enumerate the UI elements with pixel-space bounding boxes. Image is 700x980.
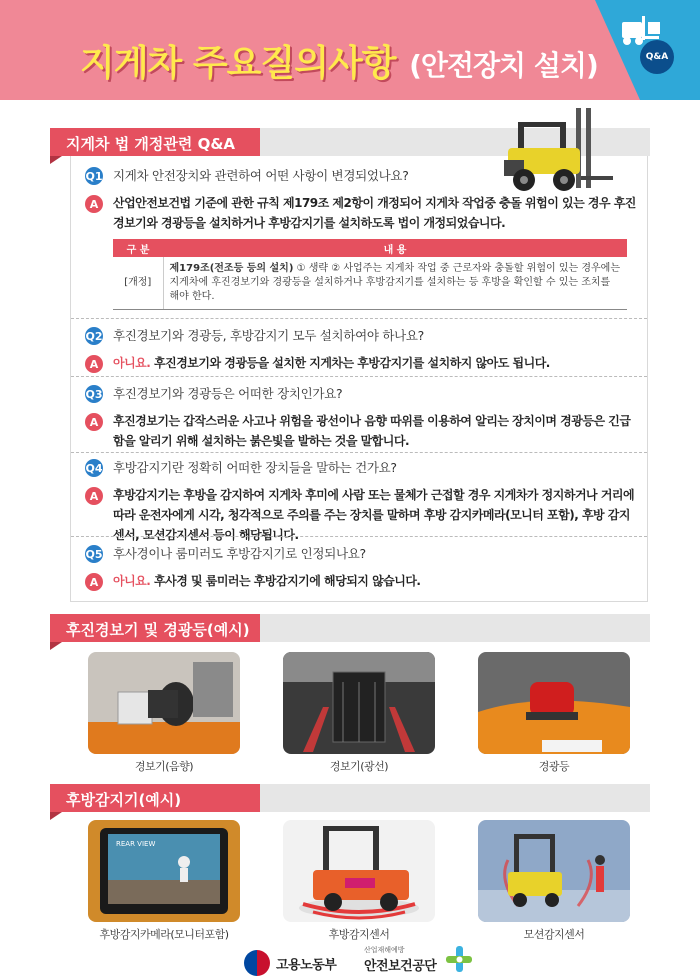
taegeuk-emblem-icon (244, 950, 270, 976)
agency-name: 안전보건공단 (364, 958, 437, 974)
question-text-4: 후방감지기란 정확히 어떠한 장치들을 말하는 건가요? (113, 460, 397, 475)
answer-badge-2: A (85, 355, 103, 373)
question-badge-2: Q2 (85, 327, 103, 345)
section-fold (50, 642, 62, 650)
question-text-3: 후진경보기와 경광등은 어떠한 장치인가요? (113, 386, 343, 401)
qa-item-3 (85, 384, 637, 451)
qa-badge: Q&A (640, 40, 674, 74)
photo-sound-alarm (88, 652, 240, 754)
divider (71, 536, 647, 537)
qa-item-2 (85, 326, 637, 373)
photo-rear-camera (88, 820, 240, 922)
photo-caption: 경보기(음향) (134, 760, 194, 773)
photo-rear-sensor (283, 820, 435, 922)
answer-text-2 (113, 353, 550, 373)
ministry-logo (244, 950, 336, 976)
qa-item-1 (85, 166, 637, 310)
question-text-5: 후사경이나 룸미러도 후방감지기로 인정되나요? (113, 546, 366, 561)
law-article-body: ① 생략 ② 사업주는 지게차 작업 중 근로자와 충돌할 위험이 있는 경우에는 지게차에 후진경보기와 경광등을 설치하거나 후방감지기를 설치하는 등 후방을 확인할 수 있는 조치를 해야 한다. (169, 263, 620, 302)
photo-motion-sensor (478, 820, 630, 922)
question-badge-5: Q5 (85, 545, 103, 563)
section-rear-header (50, 784, 650, 812)
question-row (85, 326, 637, 345)
footer (0, 944, 700, 980)
table-cell-kind: [개정] (113, 257, 163, 310)
table-header-content: 내 용 (163, 239, 627, 257)
title-sub: (안전장치 설치) (409, 49, 598, 82)
answer-text-4: 후방감지기는 후방을 감지하여 지게차 후미에 사람 또는 물체가 근접할 경우 지게차가 정지하거나 거리에 따라 운전자에게 시각, 청각적으로 주의를 주는 장치를 말하며 후방 감지카메라(모니터 포함), 후방 감지센서, 모션감지센서 등이 해당됩니다. (113, 488, 635, 542)
page-header (0, 0, 700, 100)
question-text-2: 후진경보기와 경광등, 후방감지기 모두 설치하여야 하나요? (113, 328, 424, 343)
table-header-kind: 구 분 (113, 239, 163, 257)
question-badge-4: Q4 (85, 459, 103, 477)
question-text-1: 지게차 안전장치와 관련하여 어떤 사항이 변경되었나요? (113, 168, 409, 183)
qa-item-4 (85, 458, 637, 545)
answer-body: 후사경 및 룸미러는 후방감지기에 해당되지 않습니다. (150, 574, 421, 588)
qa-box (70, 156, 648, 602)
photo-beacon-light (478, 652, 630, 754)
photo-caption: 후방감지센서 (328, 928, 390, 941)
answer-badge-4: A (85, 487, 103, 505)
agency-small: 산업재해예방 (364, 945, 405, 954)
answer-no: 아니요. (113, 574, 151, 588)
question-row (85, 166, 637, 185)
divider (71, 318, 647, 319)
photo-caption: 후방감지카메라(모니터포함) (99, 928, 229, 941)
answer-row (85, 193, 637, 233)
section-title: 지게차 법 개정관련 Q&A (66, 135, 236, 153)
answer-row (85, 353, 637, 373)
table-cell-content (163, 257, 627, 310)
divider (71, 452, 647, 453)
answer-row (85, 571, 637, 591)
photo-light-alarm (283, 652, 435, 754)
question-row (85, 384, 637, 403)
question-row (85, 458, 637, 477)
section-fold (50, 812, 62, 820)
section-bar (260, 614, 650, 642)
question-badge-3: Q3 (85, 385, 103, 403)
law-article-title: 제179조(전조등 등의 설치) (169, 263, 294, 274)
section-fold (50, 156, 62, 164)
photo-caption: 경보기(광선) (329, 760, 389, 773)
answer-body: 후진경보기와 경광등을 설치한 지게차는 후방감지기를 설치하지 않아도 됩니다. (150, 356, 550, 370)
answer-badge-3: A (85, 413, 103, 431)
section-title: 후진경보기 및 경광등(예시) (66, 621, 250, 639)
page-title (80, 35, 598, 86)
answer-text-5 (113, 571, 421, 591)
photo-caption: 경광등 (538, 760, 570, 773)
camera-screen-text: REAR VIEW (116, 840, 156, 848)
question-row (85, 544, 637, 563)
answer-text-1: 산업안전보건법 기준에 관한 규칙 제179조 제2항이 개정되어 지게차 작업중 충돌 위험이 있는 경우 후진 경보기와 경광등을 설치하거나 후방감지기를 설치하도록 법이 개정되었습니다. (113, 196, 636, 230)
qa-item-5 (85, 544, 637, 591)
answer-no: 아니요. (113, 356, 151, 370)
table-row (113, 257, 627, 310)
title-main: 지게차 주요질의사항 (80, 43, 396, 84)
agency-text (364, 945, 436, 974)
photo-caption: 모션감지센서 (523, 928, 585, 941)
agency-logo (364, 944, 474, 974)
kosha-cross-icon (444, 944, 474, 974)
section-alarm-header (50, 614, 650, 642)
section-bar (260, 784, 650, 812)
answer-text-3: 후진경보기는 갑작스러운 사고나 위험을 광선이나 음향 따위를 이용하여 알리는 장치이며 경광등은 긴급함을 알리기 위해 설치하는 붉은빛을 발하는 것을 말합니다. (113, 414, 631, 448)
question-badge-1: Q1 (85, 167, 103, 185)
answer-row (85, 411, 637, 451)
section-title: 후방감지기(예시) (66, 791, 182, 809)
law-table (113, 239, 627, 310)
answer-badge-1: A (85, 195, 103, 213)
divider (71, 376, 647, 377)
ministry-name: 고용노동부 (276, 957, 337, 973)
answer-badge-5: A (85, 573, 103, 591)
